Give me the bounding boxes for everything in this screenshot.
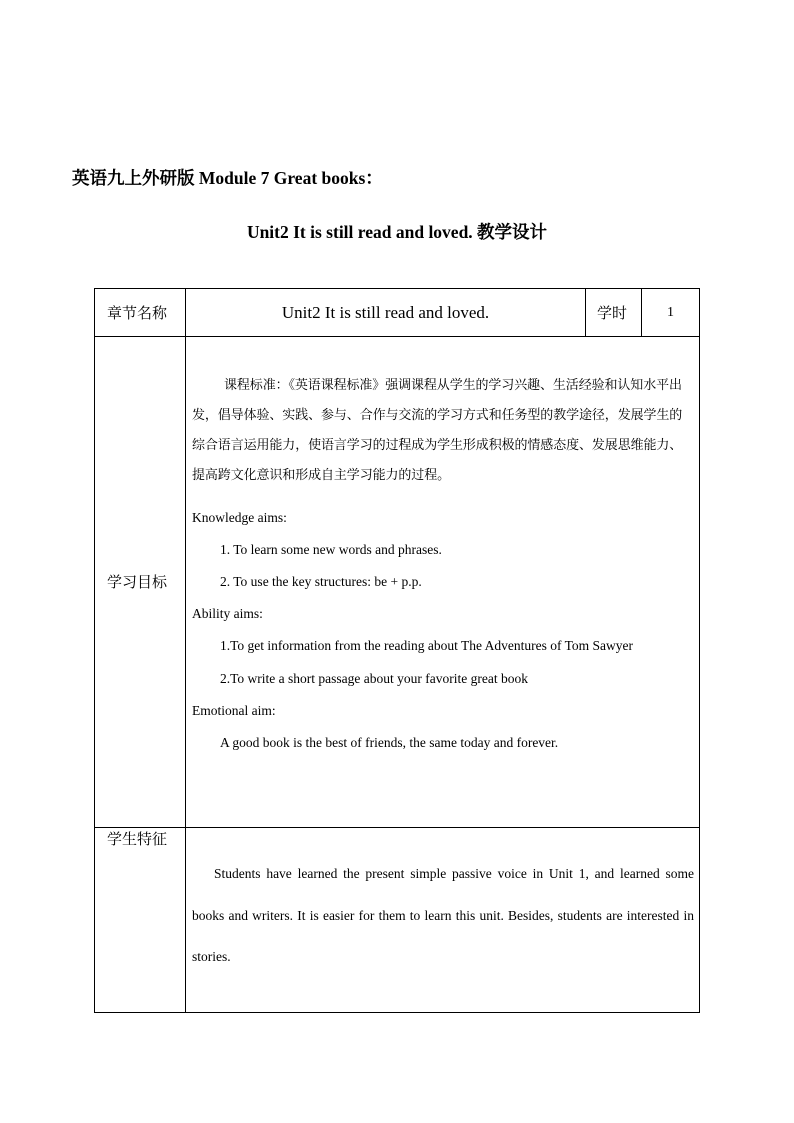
curriculum-standard-text: 课程标准：《英语课程标准》强调课程从学生的学习兴趣、生活经验和认知水平出发，倡导体验、实践、参与、合作与交流的学习方式和任务型的教学途径，发展学生的综合语言运用能力，使语言学习的过程成为学生形成积极的情感态度、发展思维能力、提高跨文化意识和形成自主学习能力的过程。 xyxy=(192,378,683,483)
ability-aim-item: 2.To write a short passage about your favorite great book xyxy=(220,671,528,686)
emotional-aim-text: A good book is the best of friends, the same today and forever. xyxy=(220,735,559,750)
student-characteristics-label: 学生特征 xyxy=(107,830,168,848)
curriculum-standard-paragraph xyxy=(192,371,694,491)
learning-objectives-label: 学习目标 xyxy=(107,573,168,591)
student-characteristics-paragraph xyxy=(192,853,694,978)
chapter-name-label: 章节名称 xyxy=(107,304,168,322)
table-border-right xyxy=(699,288,700,1013)
class-hours-value: 1 xyxy=(667,305,674,320)
document-title: 英语九上外研版 Module 7 Great books： xyxy=(72,168,383,188)
emotional-aim-heading: Emotional aim: xyxy=(192,703,276,718)
knowledge-aim-item: 2. To use the key structures: be + p.p. xyxy=(220,574,422,589)
chapter-name-value: Unit2 It is still read and loved. xyxy=(281,303,490,322)
knowledge-aims-heading: Knowledge aims: xyxy=(192,510,287,525)
document-subtitle: Unit2 It is still read and loved. 教学设计 xyxy=(246,222,548,242)
table-border-hours-label-divider xyxy=(585,288,586,337)
knowledge-aim-item: 1. To learn some new words and phrases. xyxy=(220,542,442,557)
table-border-left xyxy=(94,288,95,1013)
student-characteristics-text: Students have learned the present simple passive voice in Unit 1, and learned some books and writers. It is easier for them to learn this unit. Besides, students are interested in stories. xyxy=(192,866,694,964)
ability-aims-heading: Ability aims: xyxy=(192,606,263,621)
class-hours-label: 学时 xyxy=(597,304,628,322)
table-border-label-divider xyxy=(185,288,186,1013)
ability-aim-item: 1.To get information from the reading about The Adventures of Tom Sawyer xyxy=(220,638,634,653)
